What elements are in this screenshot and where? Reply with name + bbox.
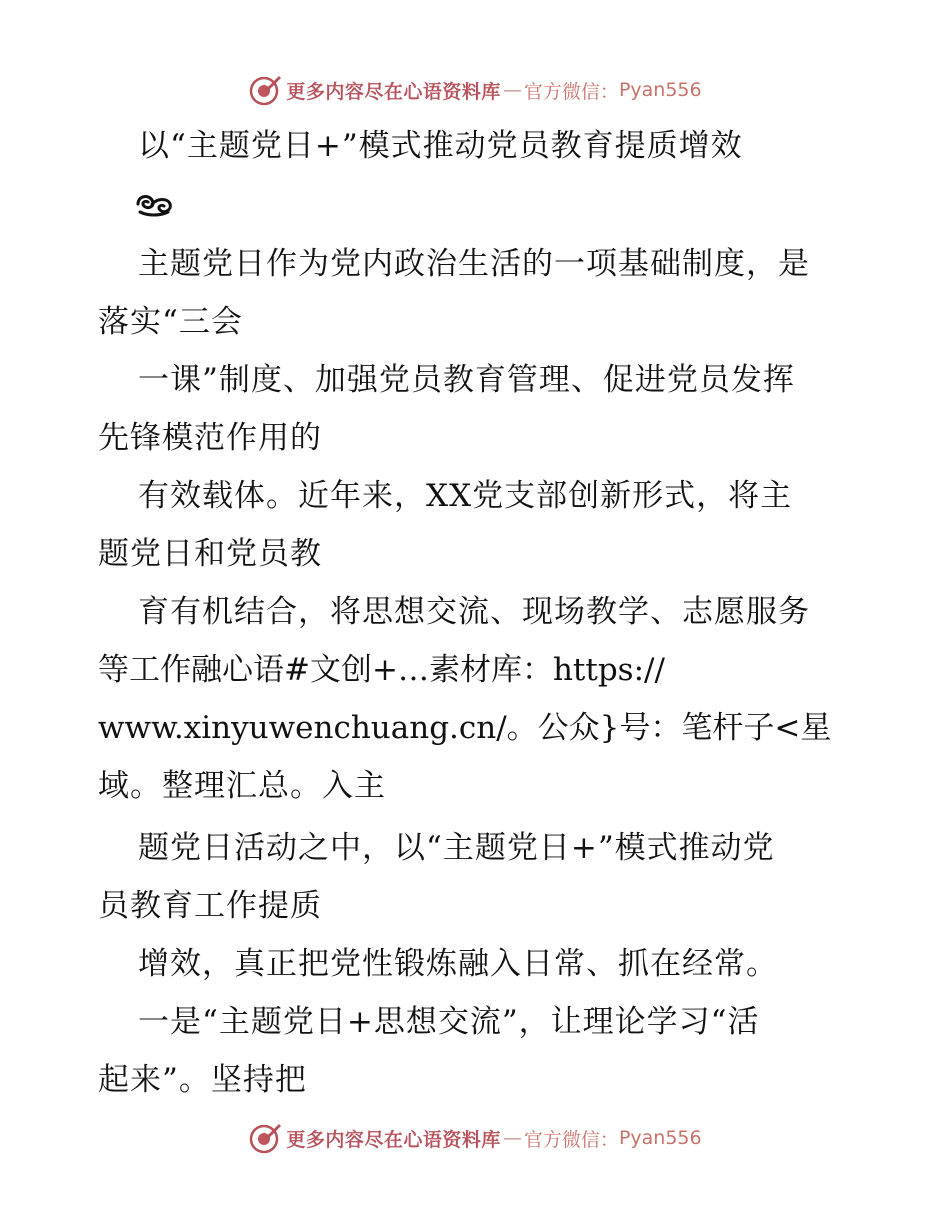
body-line-4: 先锋模范作用的 xyxy=(98,420,322,456)
document-title: 以“主题党日+”模式推动党员教育提质增效 xyxy=(138,128,743,164)
body-line-6: 题党日和党员教 xyxy=(98,536,322,572)
banner-separator: — xyxy=(502,79,522,101)
body-line-1: 主题党日作为党内政治生活的一项基础制度，是 xyxy=(138,246,810,282)
body-line-3: 一课”制度、加强党员教育管理、促进党员发挥 xyxy=(138,362,795,398)
wechat-label: 官方微信： xyxy=(523,80,619,103)
body-line-5: 有效载体。近年来，XX党支部创新形式，将主 xyxy=(138,478,793,514)
body-line-15: 起来”。坚持把 xyxy=(98,1062,307,1098)
body-line-2: 落实“三会 xyxy=(98,304,243,340)
footer-banner xyxy=(0,1118,950,1158)
body-line-9: www.xinyuwenchuang.cn/。公众}号：笔杆子<星 xyxy=(98,710,832,746)
quill-logo-icon xyxy=(248,1121,282,1155)
body-line-10: 域。整理汇总。入主 xyxy=(98,768,386,804)
brand-name: 更多内容尽在心语资料库 xyxy=(286,80,501,103)
body-line-12: 员教育工作提质 xyxy=(98,888,322,924)
body-line-7: 育有机结合，将思想交流、现场教学、志愿服务 xyxy=(138,594,810,630)
brand-name: 更多内容尽在心语资料库 xyxy=(286,1128,501,1151)
body-line-8: 等工作融心语#文创+…素材库：https:// xyxy=(98,652,665,688)
ornament-icon xyxy=(134,190,174,220)
wechat-label: 官方微信： xyxy=(523,1128,619,1151)
wechat-id: Pyan556 xyxy=(618,1127,702,1149)
body-line-14: 一是“主题党日+思想交流”，让理论学习“活 xyxy=(138,1004,760,1040)
quill-logo-icon xyxy=(248,73,282,107)
body-line-11: 题党日活动之中，以“主题党日+”模式推动党 xyxy=(138,830,775,866)
body-line-13: 增效，真正把党性锻炼融入日常、抓在经常。 xyxy=(138,946,778,982)
header-banner xyxy=(0,70,950,110)
wechat-id: Pyan556 xyxy=(618,79,702,101)
banner-separator: — xyxy=(502,1127,522,1149)
